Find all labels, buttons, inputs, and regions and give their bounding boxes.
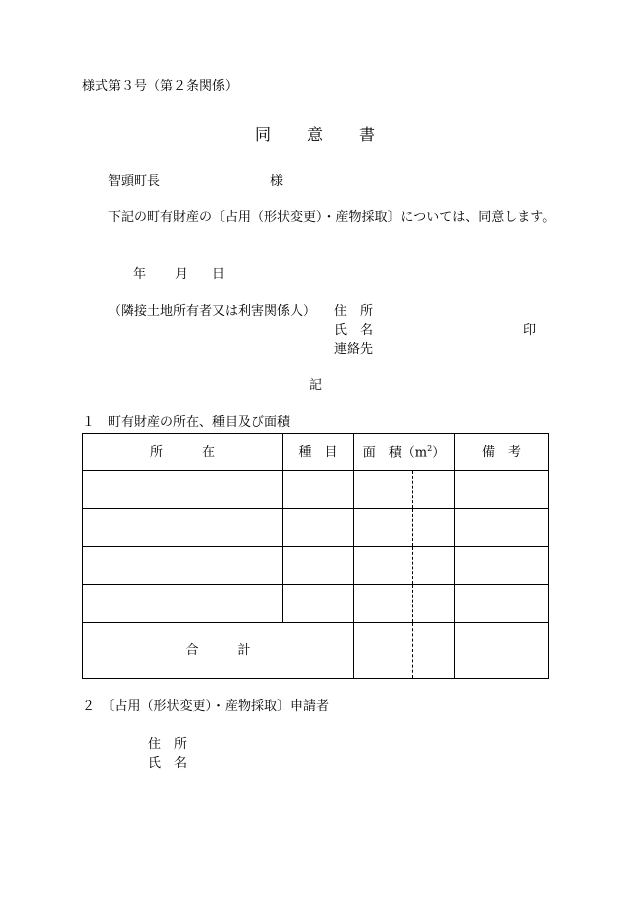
form-number: 様式第３号（第２条関係）	[82, 79, 239, 94]
consenter-contact-label: 連絡先	[334, 342, 374, 357]
consenter-address-label: 住 所	[334, 304, 374, 319]
location-cell	[83, 547, 283, 585]
seal-mark: 印	[523, 323, 537, 338]
remarks-cell	[455, 509, 549, 547]
total-remarks-cell	[455, 623, 549, 679]
consenter-name-label: 氏 名	[334, 323, 374, 338]
area-decimal-cell	[413, 471, 455, 509]
consenter-role: （隣接土地所有者又は利害関係人）	[108, 304, 317, 319]
total-area-decimal-cell	[413, 623, 455, 679]
area-integer-cell	[354, 471, 413, 509]
section2-heading: ２ 〔占用（形状変更）・産物採取〕申請者	[82, 699, 330, 714]
location-cell	[83, 471, 283, 509]
date-month: 月	[175, 267, 189, 282]
area-decimal-cell	[413, 509, 455, 547]
header-location: 所 在	[83, 434, 283, 471]
consent-statement: 下記の町有財産の〔占用（形状変更）・産物採取〕については、同意します。	[108, 210, 556, 225]
table-row	[83, 471, 549, 509]
addressee-honorific: 様	[270, 174, 284, 189]
table-row	[83, 585, 549, 623]
total-area-integer-cell	[354, 623, 413, 679]
remarks-cell	[455, 547, 549, 585]
title-char-3: 書	[359, 125, 376, 144]
addressee-name: 智頭町長	[108, 174, 161, 189]
title-char-2: 意	[307, 125, 324, 144]
category-cell	[283, 471, 354, 509]
location-cell	[83, 509, 283, 547]
remarks-cell	[455, 471, 549, 509]
category-cell	[283, 585, 354, 623]
area-decimal-cell	[413, 585, 455, 623]
area-decimal-cell	[413, 547, 455, 585]
header-remarks: 備 考	[455, 434, 549, 471]
header-area: 面 積$(m^2)$	[354, 434, 455, 471]
header-category: 種 目	[283, 434, 354, 471]
location-cell	[83, 585, 283, 623]
area-integer-cell	[354, 547, 413, 585]
date-day: 日	[212, 267, 226, 282]
applicant-address-label: 住 所	[148, 737, 188, 752]
title-char-1: 同	[255, 125, 272, 144]
area-integer-cell	[354, 509, 413, 547]
category-cell	[283, 509, 354, 547]
area-integer-cell	[354, 585, 413, 623]
table-row	[83, 509, 549, 547]
document-title	[255, 127, 375, 143]
date-year: 年	[133, 267, 147, 282]
category-cell	[283, 547, 354, 585]
ki-heading: 記	[309, 378, 323, 393]
table-header-row	[83, 434, 549, 471]
remarks-cell	[455, 585, 549, 623]
total-label: 合 計	[83, 623, 354, 679]
applicant-name-label: 氏 名	[148, 756, 188, 771]
section1-heading: １ 町有財産の所在、種目及び面積	[82, 415, 291, 430]
table-row	[83, 547, 549, 585]
property-table	[82, 433, 549, 679]
table-total-row	[83, 623, 549, 679]
